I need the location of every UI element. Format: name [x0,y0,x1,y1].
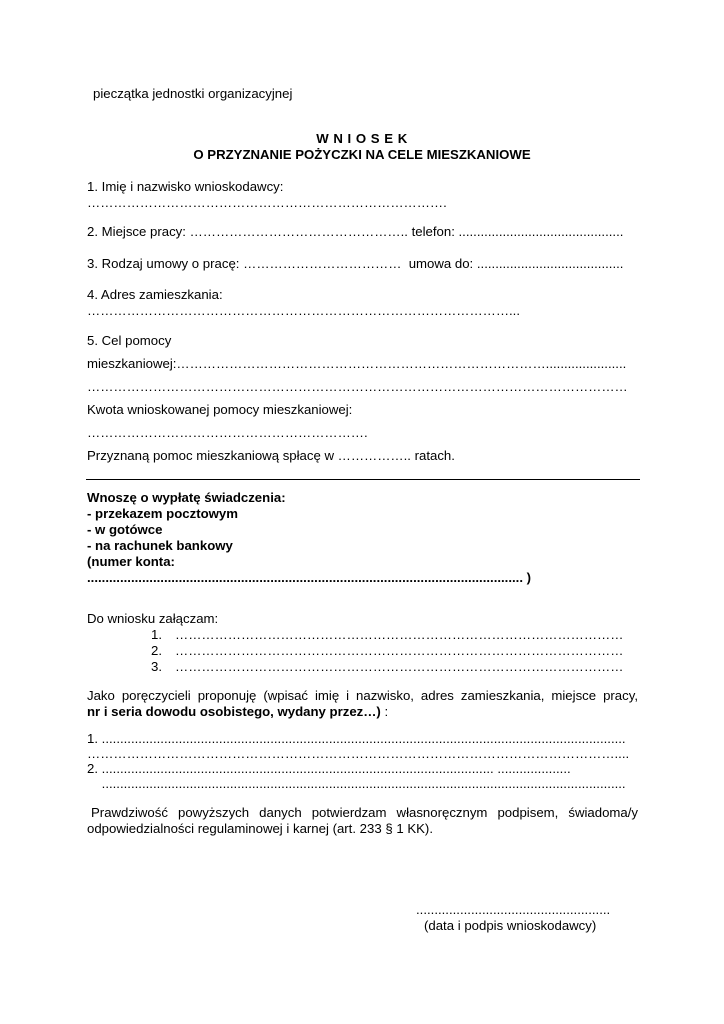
guarantors-intro-bold-line [87,704,388,720]
form-title: W N I O S E K [316,131,408,146]
guarantors-intro: Jako poręczycieli proponuję (wpisać imię i nazwisko, adres zamieszkania, miejsce pracy, [87,688,638,703]
amount-field[interactable]: ………………………………………………………. [87,425,368,440]
workplace-phone-field[interactable]: 2. Miejsce pracy: ………………………………………….. telefon: ............................................. [87,224,624,239]
purpose-field[interactable]: mieszkaniowej:…………………………………………………………………………...................... [87,356,627,371]
attachment-number: 3. [151,659,162,674]
name-field[interactable]: ………………………………………………………………………. [87,195,447,210]
payment-heading: Wnoszę o wypłatę świadczenia: [87,490,286,505]
payment-option-cash[interactable]: - w gotówce [87,522,163,537]
signature-label: (data i podpis wnioskodawcy) [424,918,597,933]
guarantors-intro-bold: nr i seria dowodu osobistego, wydany przez…) [87,704,381,719]
installments-field[interactable]: Przyznaną pomoc mieszkaniową spłacę w …………….. ratach. [87,448,455,463]
attachment-field-3[interactable]: ………………………………………………………………………………………… [175,659,624,674]
guarantors-intro-tail: : [380,704,389,719]
payment-option-postal[interactable]: - przekazem pocztowym [87,506,238,521]
guarantor-1-field[interactable]: 1. ............................................................................................................................................... [87,731,626,746]
signature-field[interactable]: ..................................................... [416,902,611,917]
attachment-number: 2. [151,643,162,658]
form-subtitle: O PRZYZNANIE POŻYCZKI NA CELE MIESZKANIOWE [193,147,531,162]
stamp-label: pieczątka jednostki organizacyjnej [93,86,293,101]
attachment-field-1[interactable]: ………………………………………………………………………………………… [175,627,624,642]
name-label: 1. Imię i nazwisko wnioskodawcy: [87,179,284,194]
address-field[interactable]: ……………………………………………………………………………………... [87,303,520,318]
address-label: 4. Adres zamieszkania: [87,287,223,302]
guarantor-2-field[interactable]: 2. ........................................................................................................... .................... [87,761,571,776]
section-divider [86,479,640,480]
purpose-field-continued[interactable]: …………………………………………………………………………………………………………… [87,379,628,394]
guarantor-1-field-continued[interactable]: ………………………………………………………………………………………………………….... [87,746,630,761]
attachment-field-2[interactable]: ………………………………………………………………………………………… [175,643,624,658]
purpose-label: 5. Cel pomocy [87,333,172,348]
payment-option-bank[interactable]: - na rachunek bankowy [87,538,233,553]
attachments-label: Do wniosku załączam: [87,611,219,626]
account-number-field[interactable]: ....................................................................................................................... ) [87,570,532,585]
guarantor-2-field-continued[interactable]: ............................................................................................................................................... [87,776,626,791]
amount-label: Kwota wnioskowanej pomocy mieszkaniowej: [87,402,353,417]
account-label: (numer konta: [87,554,175,569]
contract-type-field[interactable]: 3. Rodzaj umowy o pracę: ……………………………… umowa do: ........................................ [87,256,624,271]
attachment-number: 1. [151,627,162,642]
declaration-text: Prawdziwość powyższych danych potwierdzam własnoręcznym podpisem, świadoma/y odpowiedzialności regulaminowej i karnej (art. 233 § 1 KK). [87,805,638,836]
